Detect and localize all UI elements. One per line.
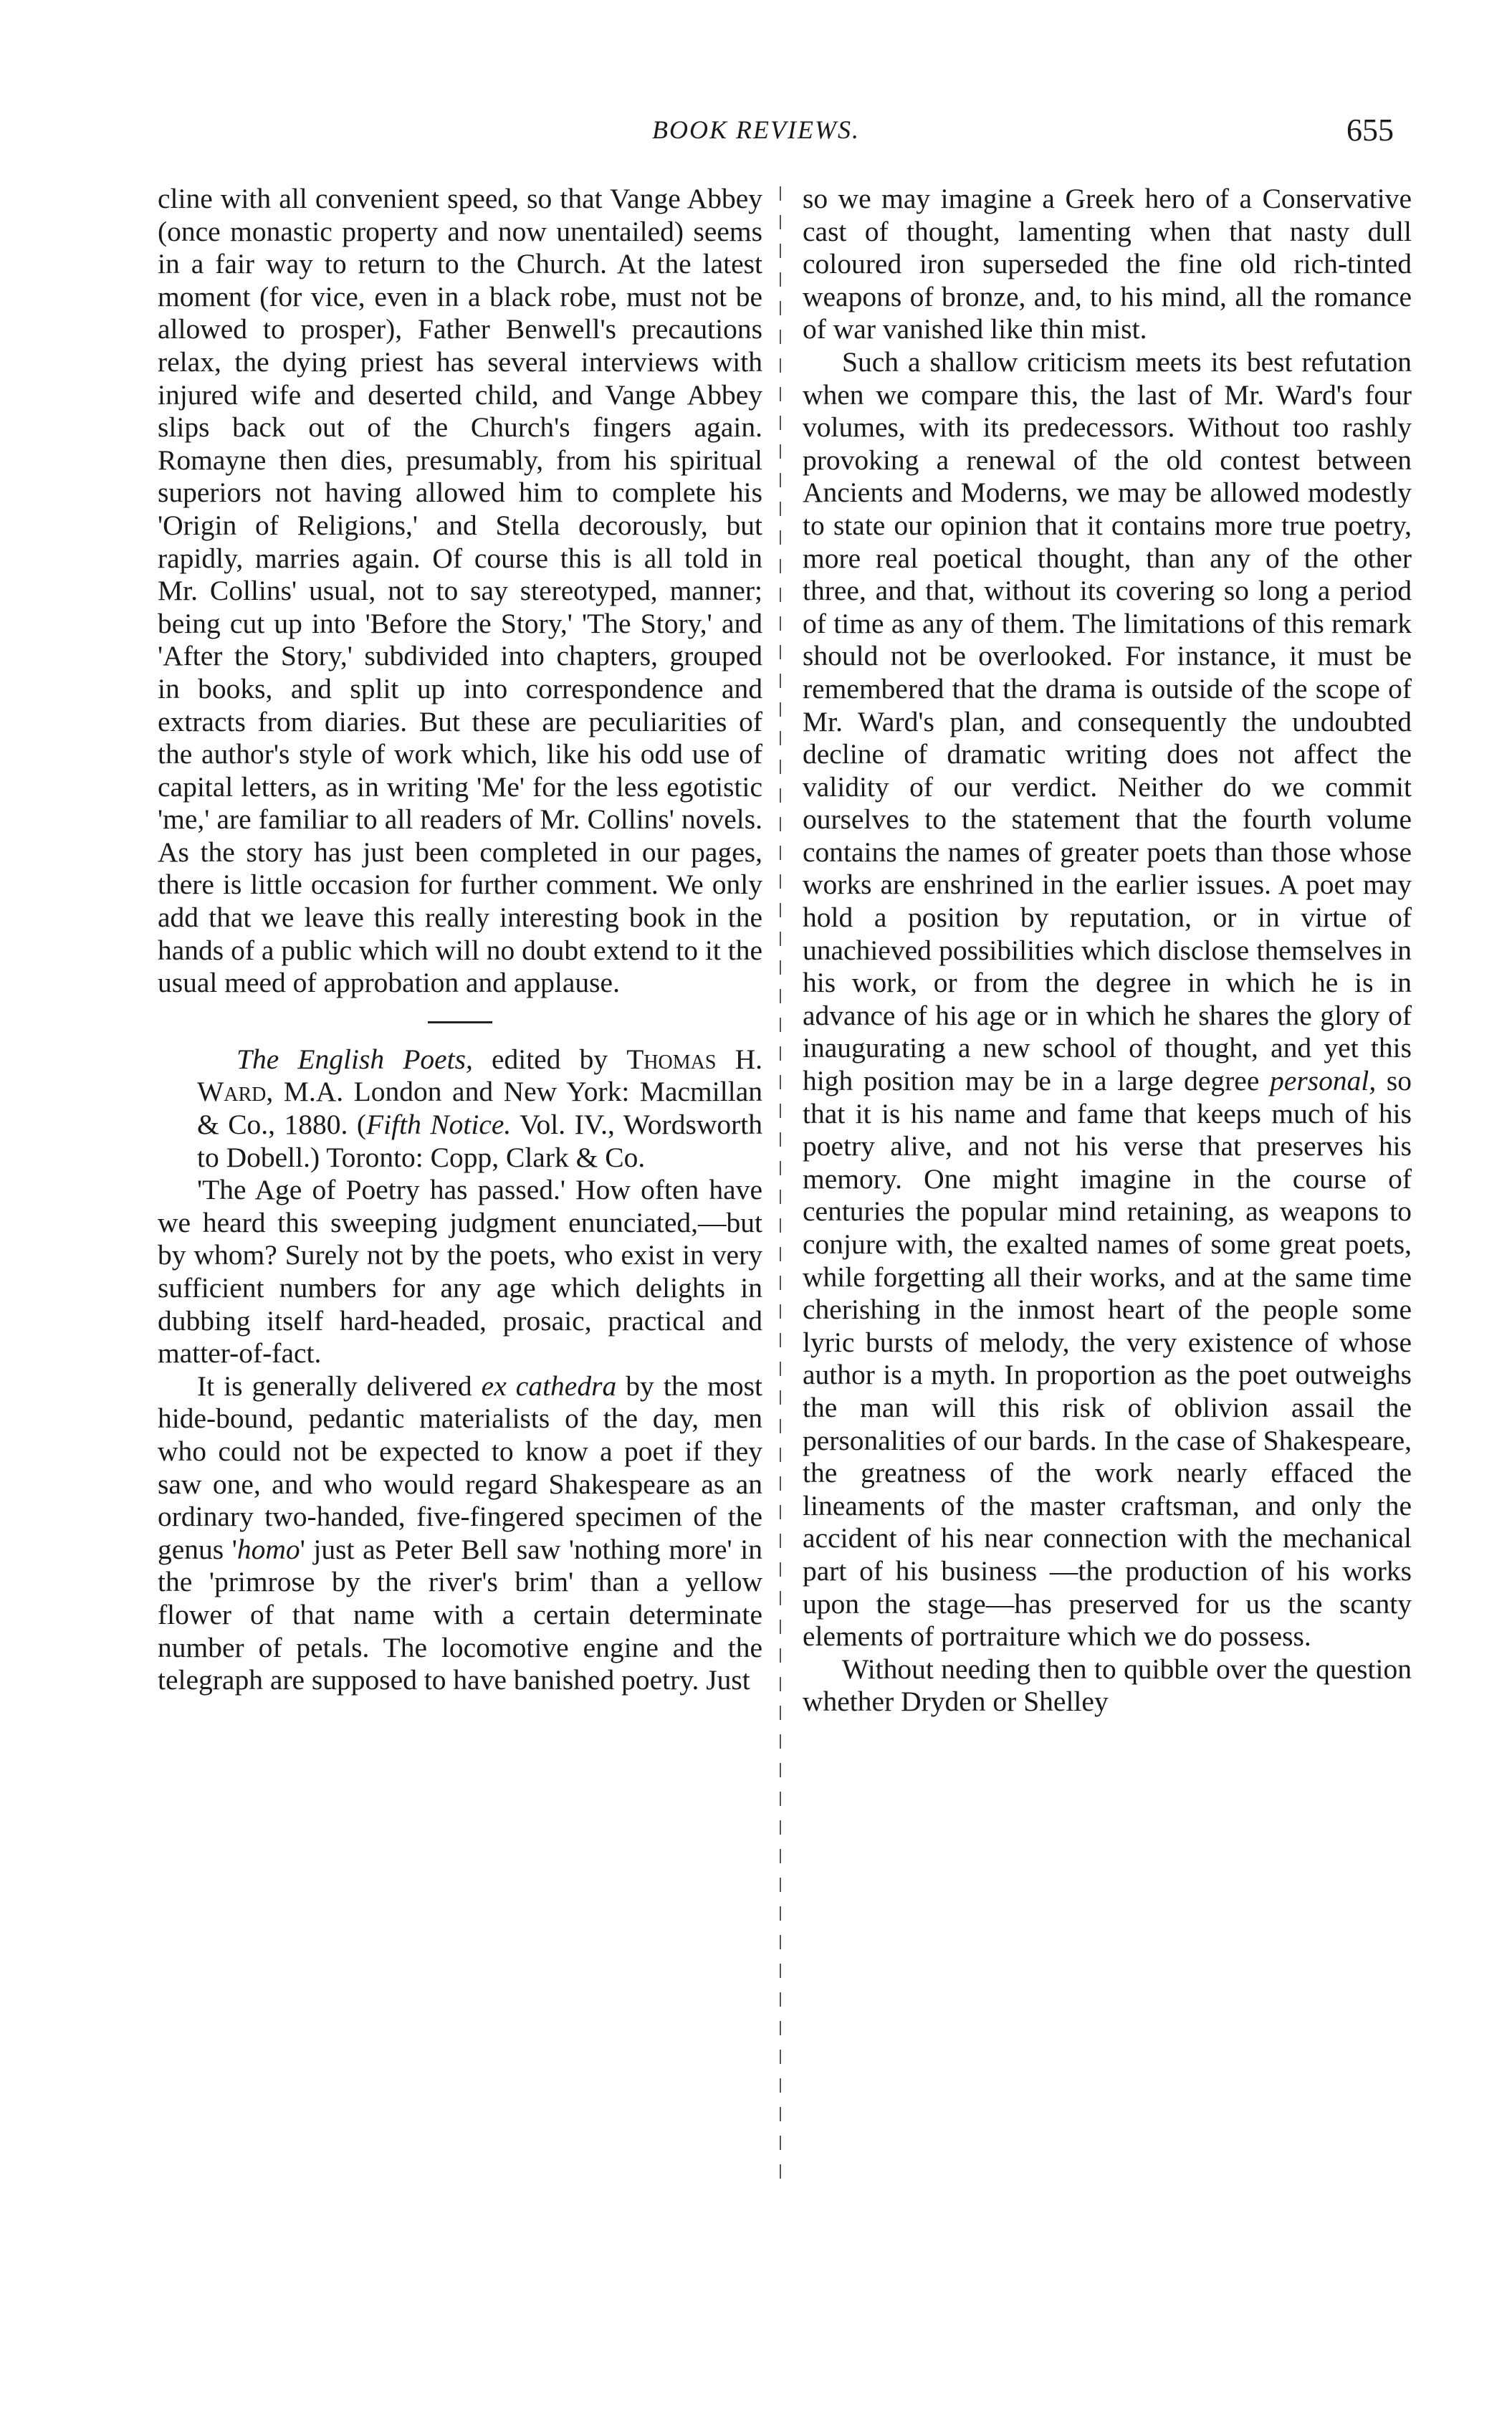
- paragraph-shallow-criticism: [803, 346, 1412, 1653]
- text-segment: so that it is his name and fame that keeps much of his poetry alive, and not his verse that preserves his memory. One might imagine in the course of centuries the popular mind retaining, as weapons to conjure with, the exalted names of some great poets, while forgetting all their works, and at the same time cherishing in the inmost heart of the people some lyric bursts of melody, the very existence of whose author is a myth. In proportion as the poet outweighs the man will this risk of oblivion assail the personalities of our bards. In the case of Shakespeare, the greatness of the work nearly effaced the lineaments of the master craftsman, and only the accident of his near connection with the mechanical part of his business —the production of his works upon the stage—has preserved for us the scanty elements of portraiture which we do possess.: [803, 1065, 1412, 1653]
- page-number: 655: [1346, 113, 1394, 148]
- italic-homo: homo: [236, 1533, 300, 1565]
- running-head: [0, 115, 1512, 158]
- book-title: The English Poets,: [236, 1043, 473, 1075]
- paragraph-continued-review: cline with all convenient speed, so that Vange Abbey (once monastic property and now unentailed) seems in a fair way to return to the Church. At the latest moment (for vice, even in a black robe, must not be allowed to prosper), Father Benwell's precautions relax, the dying priest has several interviews with injured wife and deserted child, and Vange Abbey slips back out of the Church's fingers again. Romayne then dies, presumably, from his spiritual superiors not having allowed him to complete his 'Origin of Religions,' and Stella decorously, but rapidly, marries again. Of course this is all told in Mr. Collins' usual, not to say stereotyped, manner; being cut up into 'Before the Story,' 'The Story,' and 'After the Story,' subdivided into chapters, grouped in books, and split up into correspondence and extracts from diaries. But these are peculiarities of the author's style of work which, like his odd use of capital letters, as in writing 'Me' for the less egotistic 'me,' are familiar to all readers of Mr. Collins' novels. As the story has just been completed in our pages, there is little occasion for further comment. We only add that we leave this really interesting book in the hands of a public which will no doubt extend to it the usual meed of approbation and applause.: [158, 183, 762, 999]
- paragraph-ex-cathedra: [158, 1370, 762, 1697]
- book-edited-by: edited by: [472, 1043, 627, 1075]
- paragraph-greek-hero: so we may imagine a Greek hero of a Conservative cast of thought, lamenting when that nasty dull coloured iron superseded the fine old rich-tinted weapons of bronze, and, to his mind, all the romance of war vanished like thin mist.: [803, 183, 1412, 345]
- text-segment: ' just as Peter Bell saw 'nothing more' in the 'primrose by the river's brim' than a yellow flower of that name with a certain determinate number of petals. The locomotive engine and the telegraph are supposed to have banished poetry. Just: [158, 1533, 762, 1696]
- paragraph-age-of-poetry: 'The Age of Poetry has passed.' How often have we heard this sweeping judgment enunciated,—but by whom? Surely not by the poets, who exist in very sufficient numbers for any age which delights in dubbing itself hard-headed, prosaic, practical and matter-of-fact.: [158, 1174, 762, 1370]
- text-segment: It is generally delivered: [197, 1370, 482, 1402]
- text-segment: Such a shallow criticism meets its best refutation when we compare this, the last of Mr. Ward's four volumes, with its predecessors. Without too rashly provoking a renewal of the old contest between Ancients and Moderns, we may be allowed modestly to state our opinion that it contains more true poetry, more real poetical thought, than any of the other three, and that, without its covering so long a period of time as any of them. The limitations of this remark should not be overlooked. For instance, it must be remembered that the drama is outside of the scope of Mr. Ward's plan, and consequently the undoubted decline of dramatic writing does not affect the validity of our verdict. Neither do we commit ourselves to the statement that the fourth volume contains the names of greater poets than those whose works are enshrined in the earlier issues. A poet may hold a position by reputation, or in virtue of unachieved possibilities which disclose themselves in his work, or from the degree in which he is in advance of his age or in which he shares the glory of inaugurating a new school of thought, and yet this high position may be in a large degree: [803, 345, 1412, 1097]
- right-column: [803, 183, 1412, 1719]
- text-segment: by the most hide-bound, pedantic materialists of the day, men who could not be expected to know a poet if they saw one, and who would regard Shakespeare as an ordinary two-handed, five-fingered specimen of the genus ': [158, 1370, 762, 1565]
- section-divider-rule: [428, 1021, 492, 1023]
- paragraph-dryden-shelley: Without needing then to quibble over the question whether Dryden or Shelley: [803, 1653, 1412, 1718]
- left-column: [158, 183, 762, 1697]
- book-volume: Vol. IV., Wordsworth to Dobell.) Toronto: Copp, Clark & Co.: [197, 1109, 762, 1173]
- column-divider: [780, 186, 781, 2193]
- book-notice: Fifth Notice.: [366, 1109, 512, 1141]
- italic-ex-cathedra: ex cathedra: [481, 1370, 617, 1402]
- italic-personal: personal,: [1270, 1065, 1377, 1097]
- book-editor: Thomas H. Ward,: [197, 1043, 762, 1108]
- running-title: BOOK REVIEWS.: [652, 115, 860, 144]
- book-citation: [158, 1043, 762, 1174]
- book-publication: M.A. London and New York: Macmillan & Co., 1880. (: [197, 1076, 762, 1141]
